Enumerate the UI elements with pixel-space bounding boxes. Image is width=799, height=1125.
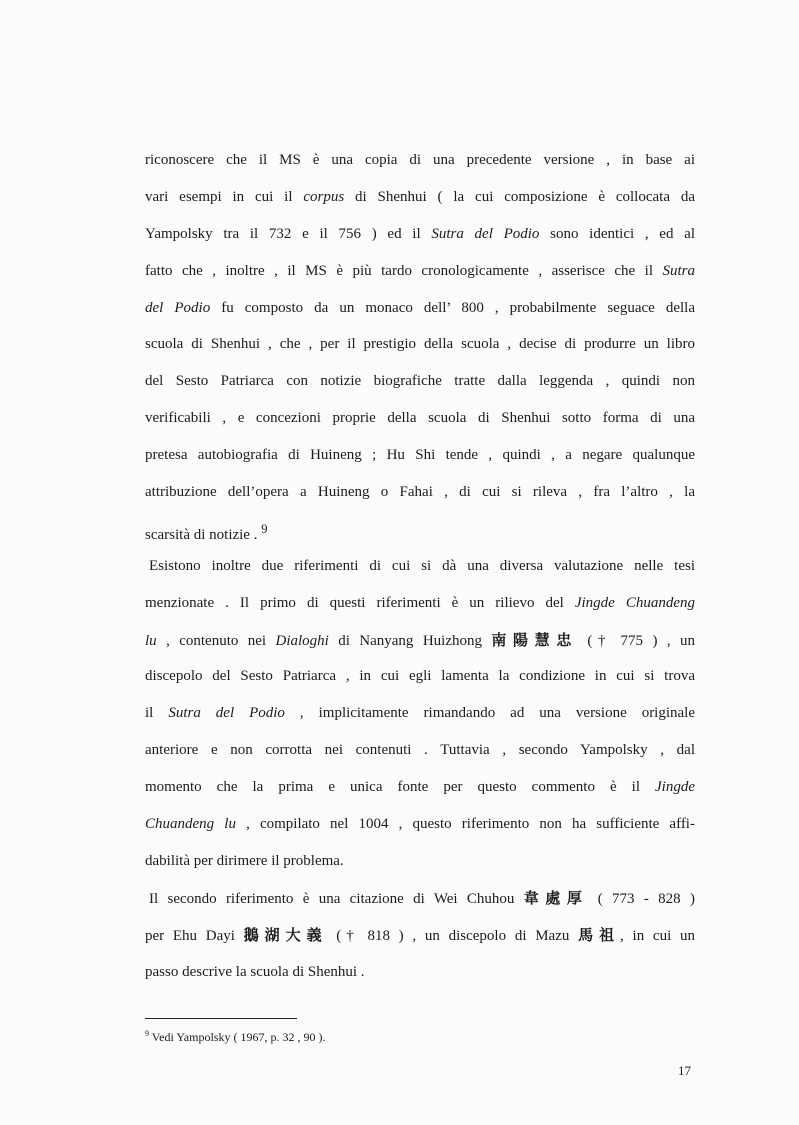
text-line: discepolo del Sesto Patriarca , in cui egli lamenta la condizione in cui si trova	[145, 668, 695, 685]
footnote-text: Vedi Yampolsky ( 1967, p. 32 , 90 ).	[149, 1030, 326, 1044]
footnote-divider	[145, 1018, 297, 1019]
text-line: del Sesto Patriarca con notizie biografiche tratte dalla leggenda , quindi non	[145, 373, 695, 390]
text-line: Yampolsky tra il 732 e il 756 ) ed il Sutra del Podio sono identici , ed al	[145, 225, 695, 242]
text-line: pretesa autobiografia di Huineng ; Hu Shi tende , quindi , a negare qualunque	[145, 447, 695, 464]
text-line: attribuzione dell’opera a Huineng o Fahai , di cui si rileva , fra l’altro , la	[145, 484, 695, 501]
text-line: il Sutra del Podio , implicitamente rimandando ad una versione originale	[145, 705, 696, 722]
text-line: anteriore e non corrotta nei contenuti . Tuttavia , secondo Yampolsky , dal	[145, 742, 695, 759]
text-line: menzionate . Il primo di questi riferimenti è un rilievo del Jingde Chuandeng	[145, 594, 695, 611]
page-number: 17	[678, 1063, 691, 1078]
text-line: fatto che , inoltre , il MS è più tardo cronologicamente , asserisce che il Sutra	[145, 262, 695, 279]
text-line: momento che la prima e unica fonte per questo commento è il Jingde	[145, 779, 695, 796]
body-text	[145, 142, 695, 990]
text-line: vari esempi in cui il corpus di Shenhui ( la cui composizione è collocata da	[145, 188, 695, 205]
text-line: dabilità per dirimere il problema.	[145, 852, 344, 869]
text-line: lu , contenuto nei Dialoghi di Nanyang Huizhong 南陽慧忠 († 775 ) , un	[145, 630, 695, 649]
footnote-reference[interactable]: 9	[261, 521, 268, 536]
text-line: per Ehu Dayi 鵝湖大義 († 818 ) , un discepolo di Mazu 馬祖, in cui un	[145, 925, 695, 944]
text-line: Esistono inoltre due riferimenti di cui si dà una diversa valutazione nelle tesi	[149, 557, 695, 574]
text-line: del Podio fu composto da un monaco dell’ 800 , probabilmente seguace della	[145, 299, 695, 316]
text-line: passo descrive la scuola di Shenhui .	[145, 963, 365, 980]
text-line: scarsità di notizie . $^9$	[145, 521, 268, 543]
text-line: Chuandeng lu , compilato nel 1004 , questo riferimento non ha sufficiente affi-	[145, 816, 695, 833]
text-line: riconoscere che il MS è una copia di una precedente versione , in base ai	[145, 152, 695, 168]
text-line: scuola di Shenhui , che , per il prestigio della scuola , decise di produrre un libro	[145, 336, 695, 353]
text-line: verificabili , e concezioni proprie della scuola di Shenhui sotto forma di una	[145, 410, 695, 427]
footnote	[145, 1026, 325, 1045]
text-line: Il secondo riferimento è una citazione di Wei Chuhou 韋處厚 ( 773 - 828 )	[149, 888, 695, 907]
footnote-marker: 9	[145, 1029, 149, 1038]
